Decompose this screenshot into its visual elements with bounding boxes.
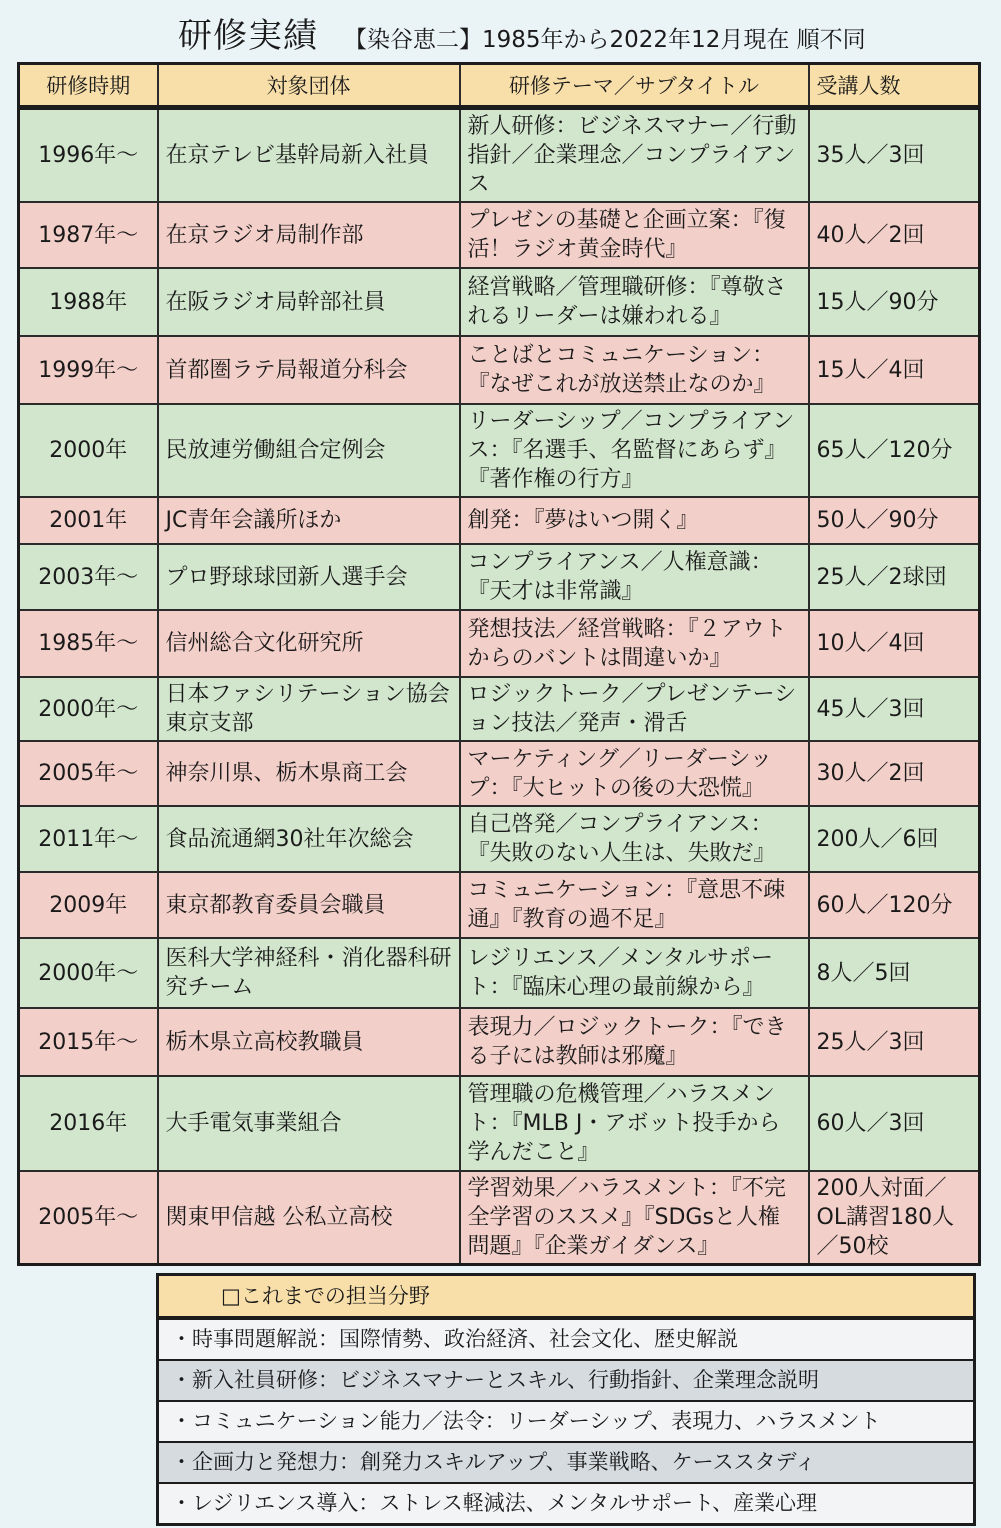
period-cell: 1985年～ xyxy=(19,610,158,677)
table-row xyxy=(19,806,980,872)
organization-cell: プロ野球球団新人選手会 xyxy=(158,544,460,610)
theme-cell: コンプライアンス／人権意識：『天才は非常識』 xyxy=(460,544,809,610)
theme-cell: ことばとコミュニケーション：『なぜこれが放送禁止なのか』 xyxy=(460,336,809,404)
attendees-cell: 30人／2回 xyxy=(809,741,980,806)
table-row xyxy=(19,336,980,404)
table-row xyxy=(19,268,980,336)
attendees-cell: 45人／3回 xyxy=(809,677,980,741)
organization-cell: 民放連労働組合定例会 xyxy=(158,404,460,497)
page-header xyxy=(178,8,866,62)
organization-cell: 信州総合文化研究所 xyxy=(158,610,460,677)
theme-cell: マーケティング／リーダーシップ：『大ヒットの後の大恐慌』 xyxy=(460,741,809,806)
theme-cell: 自己啓発／コンプライアンス：『失敗のない人生は、失敗だ』 xyxy=(460,806,809,872)
page-title: 研修実績 xyxy=(178,16,318,56)
table-header-row xyxy=(19,64,980,108)
attendees-cell: 200人／6回 xyxy=(809,806,980,872)
table-row xyxy=(19,1076,980,1171)
column-header-period: 研修時期 xyxy=(19,64,158,108)
organization-cell: 在京テレビ基幹局新入社員 xyxy=(158,108,460,203)
theme-cell: リーダーシップ／コンプライアンス：『名選手、名監督にあらず』『著作権の行方』 xyxy=(460,404,809,497)
attendees-cell: 25人／2球団 xyxy=(809,544,980,610)
period-cell: 2000年～ xyxy=(19,938,158,1008)
organization-cell: 在京ラジオ局制作部 xyxy=(158,202,460,268)
training-record-table xyxy=(17,62,981,1266)
attendees-cell: 25人／3回 xyxy=(809,1008,980,1076)
period-cell: 1988年 xyxy=(19,268,158,336)
table-row xyxy=(19,108,980,203)
fields-title: □これまでの担当分野 xyxy=(159,1276,973,1318)
attendees-cell: 40人／2回 xyxy=(809,202,980,268)
attendees-cell: 35人／3回 xyxy=(809,108,980,203)
theme-cell: 管理職の危機管理／ハラスメント：『MLB J・アボット投手から学んだこと』 xyxy=(460,1076,809,1171)
organization-cell: 在阪ラジオ局幹部社員 xyxy=(158,268,460,336)
attendees-cell: 60人／120分 xyxy=(809,872,980,938)
organization-cell: 首都圏ラテ局報道分科会 xyxy=(158,336,460,404)
attendees-cell: 15人／4回 xyxy=(809,336,980,404)
period-cell: 2000年～ xyxy=(19,677,158,741)
fields-of-expertise-box xyxy=(156,1273,976,1526)
period-cell: 2016年 xyxy=(19,1076,158,1171)
attendees-cell: 60人／3回 xyxy=(809,1076,980,1171)
theme-cell: コミュニケーション：『意思不疎通』『教育の過不足』 xyxy=(460,872,809,938)
field-item: ・企画力と発想力：創発力スキルアップ、事業戦略、ケーススタディ xyxy=(159,1441,973,1482)
column-header-organization: 対象団体 xyxy=(158,64,460,108)
organization-cell: 神奈川県、栃木県商工会 xyxy=(158,741,460,806)
column-header-attendees: 受講人数 xyxy=(809,64,980,108)
organization-cell: 東京都教育委員会職員 xyxy=(158,872,460,938)
period-cell: 2009年 xyxy=(19,872,158,938)
period-cell: 2003年～ xyxy=(19,544,158,610)
theme-cell: 経営戦略／管理職研修：『尊敬されるリーダーは嫌われる』 xyxy=(460,268,809,336)
period-cell: 2011年～ xyxy=(19,806,158,872)
table-row xyxy=(19,404,980,497)
theme-cell: ロジックトーク／プレゼンテーション技法／発声・滑舌 xyxy=(460,677,809,741)
table-row xyxy=(19,544,980,610)
organization-cell: 食品流通網30社年次総会 xyxy=(158,806,460,872)
period-cell: 2000年 xyxy=(19,404,158,497)
theme-cell: 創発：『夢はいつ開く』 xyxy=(460,497,809,544)
table-row xyxy=(19,1008,980,1076)
theme-cell: 学習効果／ハラスメント：『不完全学習のススメ』『SDGsと人権問題』『企業ガイダンス』 xyxy=(460,1171,809,1265)
table-row xyxy=(19,497,980,544)
table-row xyxy=(19,202,980,268)
organization-cell: 関東甲信越 公私立高校 xyxy=(158,1171,460,1265)
organization-cell: 日本ファシリテーション協会東京支部 xyxy=(158,677,460,741)
attendees-cell: 15人／90分 xyxy=(809,268,980,336)
table-row xyxy=(19,677,980,741)
period-cell: 2005年～ xyxy=(19,741,158,806)
period-cell: 1996年～ xyxy=(19,108,158,203)
theme-cell: レジリエンス／メンタルサポート：『臨床心理の最前線から』 xyxy=(460,938,809,1008)
theme-cell: プレゼンの基礎と企画立案：『復活！ラジオ黄金時代』 xyxy=(460,202,809,268)
period-cell: 1999年～ xyxy=(19,336,158,404)
organization-cell: 栃木県立高校教職員 xyxy=(158,1008,460,1076)
table-row xyxy=(19,610,980,677)
field-item: ・レジリエンス導入：ストレス軽減法、メンタルサポート、産業心理 xyxy=(159,1482,973,1523)
attendees-cell: 8人／5回 xyxy=(809,938,980,1008)
field-item: ・新入社員研修：ビジネスマナーとスキル、行動指針、企業理念説明 xyxy=(159,1359,973,1400)
organization-cell: JC青年会議所ほか xyxy=(158,497,460,544)
period-cell: 1987年～ xyxy=(19,202,158,268)
field-item: ・コミュニケーション能力／法令：リーダーシップ、表現力、ハラスメント xyxy=(159,1400,973,1441)
table-row xyxy=(19,741,980,806)
attendees-cell: 65人／120分 xyxy=(809,404,980,497)
attendees-cell: 50人／90分 xyxy=(809,497,980,544)
theme-cell: 表現力／ロジックトーク：『できる子には教師は邪魔』 xyxy=(460,1008,809,1076)
attendees-cell: 200人対面／OL講習180人／50校 xyxy=(809,1171,980,1265)
table-row xyxy=(19,1171,980,1265)
field-item: ・時事問題解説：国際情勢、政治経済、社会文化、歴史解説 xyxy=(159,1318,973,1359)
period-cell: 2001年 xyxy=(19,497,158,544)
table-row xyxy=(19,938,980,1008)
page-subtitle: 【染谷恵二】1985年から2022年12月現在 順不同 xyxy=(344,27,866,53)
theme-cell: 新人研修：ビジネスマナー／行動指針／企業理念／コンプライアンス xyxy=(460,108,809,203)
period-cell: 2005年～ xyxy=(19,1171,158,1265)
table-row xyxy=(19,872,980,938)
organization-cell: 大手電気事業組合 xyxy=(158,1076,460,1171)
theme-cell: 発想技法／経営戦略：『２アウトからのバントは間違いか』 xyxy=(460,610,809,677)
column-header-theme: 研修テーマ／サブタイトル xyxy=(460,64,809,108)
attendees-cell: 10人／4回 xyxy=(809,610,980,677)
organization-cell: 医科大学神経科・消化器科研究チーム xyxy=(158,938,460,1008)
period-cell: 2015年～ xyxy=(19,1008,158,1076)
